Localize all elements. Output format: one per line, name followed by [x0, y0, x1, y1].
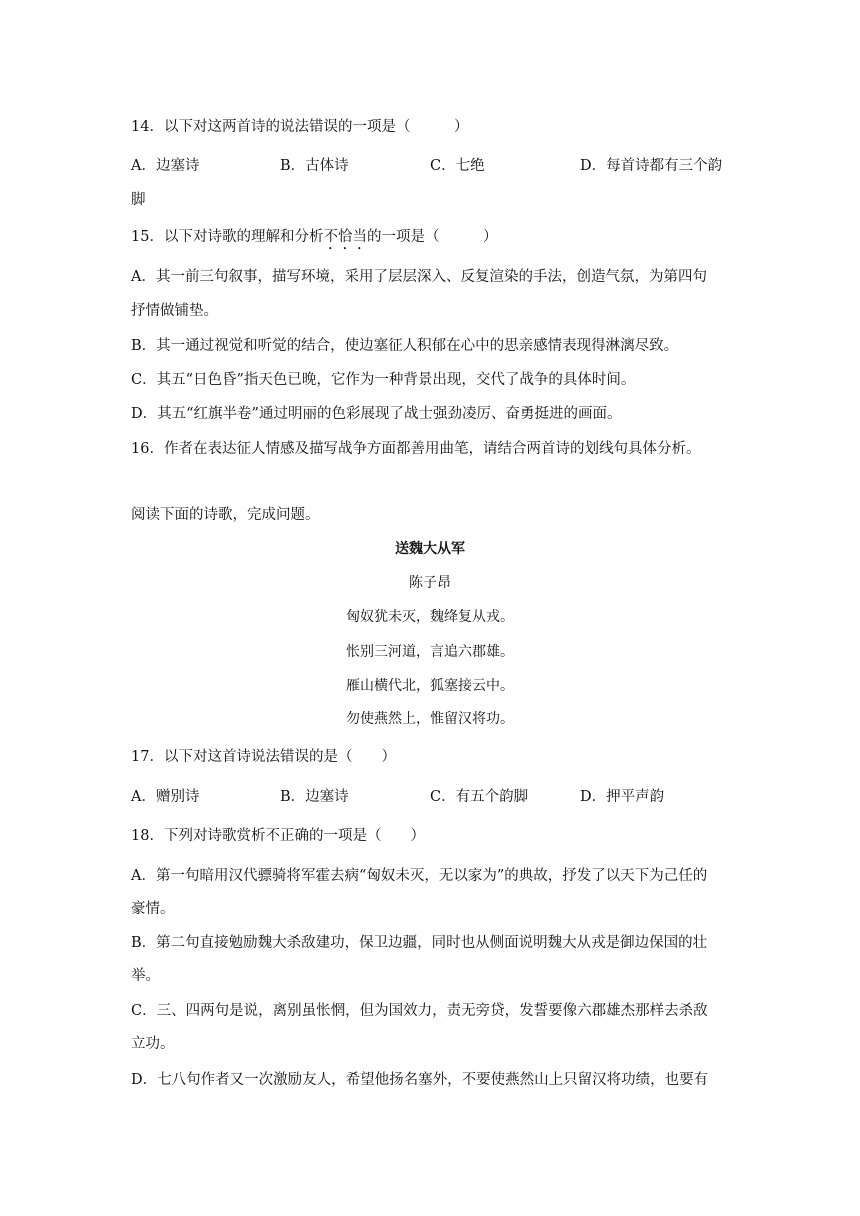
- question-16-stem: 16．作者在表达征人情感及描写战争方面都善用曲笔，请结合两首诗的划线句具体分析。: [131, 441, 701, 457]
- poem-author: 陈子昂: [409, 575, 451, 591]
- question-15-option-d: D．其五“红旗半卷”通过明丽的色彩展现了战士强劲凌厉、奋勇挺进的画面。: [131, 406, 622, 422]
- question-18-option-b-line2: 举。: [131, 968, 160, 984]
- poem-title: 送魏大从军: [395, 541, 465, 557]
- reading-instruction: 阅读下面的诗歌，完成问题。: [131, 507, 320, 523]
- question-15-stem-after: 的一项是（ ）: [366, 229, 498, 245]
- question-17-option-b: B．边塞诗: [280, 789, 349, 805]
- question-18-option-c-line2: 立功。: [131, 1036, 175, 1052]
- question-14-option-a: A．边塞诗: [131, 158, 200, 174]
- question-15-stem: [131, 227, 497, 253]
- question-15-option-b: B．其一通过视觉和听觉的结合，使边塞征人积郁在心中的思亲感情表现得淋漓尽致。: [131, 338, 679, 354]
- question-15-stem-emphasis: 不恰当: [323, 229, 367, 245]
- poem-line-3: 雁山横代北，狐塞接云中。: [346, 678, 514, 694]
- question-18-option-a-line1: A．第一句暗用汉代骠骑将军霍去病“匈奴未灭，无以家为”的典故，抒发了以天下为己任的: [131, 868, 708, 884]
- question-15-option-c: C．其五“日色昏”指天色已晚，它作为一种背景出现，交代了战争的具体时间。: [131, 372, 636, 388]
- question-17-stem: 17．以下对这首诗说法错误的是（ ）: [131, 749, 396, 765]
- question-14-option-b: B．古体诗: [280, 158, 349, 174]
- question-14-option-c: C．七绝: [430, 158, 485, 174]
- question-18-stem: 18．下列对诗歌赏析不正确的一项是（ ）: [131, 828, 425, 844]
- question-15-option-a-line2: 抒情做铺垫。: [131, 303, 218, 319]
- question-17-option-a: A．赠别诗: [131, 789, 200, 805]
- question-17-option-c: C．有五个韵脚: [430, 789, 529, 805]
- question-15-option-a-line1: A．其一前三句叙事，描写环境，采用了层层深入、反复渲染的手法，创造气氛，为第四句: [131, 269, 707, 285]
- poem-line-1: 匈奴犹未灭，魏绛复从戎。: [346, 609, 514, 625]
- poem-line-2: 怅别三河道，言追六郡雄。: [346, 644, 514, 660]
- question-18-option-a-line2: 豪情。: [131, 901, 175, 917]
- question-17-option-d: D．押平声韵: [580, 789, 665, 805]
- question-15-stem-before: 15．以下对诗歌的理解和分析: [131, 229, 324, 245]
- question-14-option-d: D．每首诗都有三个韵: [580, 158, 723, 174]
- poem-line-4: 勿使燕然上，惟留汉将功。: [346, 711, 514, 727]
- question-14-stem: 14．以下对这两首诗的说法错误的一项是（ ）: [131, 119, 469, 135]
- question-14-option-d-wrap: 脚: [131, 192, 146, 208]
- question-18-option-c-line1: C．三、四两句是说，离别虽怅惘，但为国效力，责无旁贷，发誓要像六郡雄杰那样去杀敌: [131, 1003, 708, 1019]
- question-18-option-d-line1: D．七八句作者又一次激励友人，希望他扬名塞外，不要使燕然山上只留汉将功绩，也要有: [131, 1072, 709, 1088]
- question-18-option-b-line1: B．第二句直接勉励魏大杀敌建功，保卫边疆，同时也从侧面说明魏大从戎是御边保国的壮: [131, 935, 708, 951]
